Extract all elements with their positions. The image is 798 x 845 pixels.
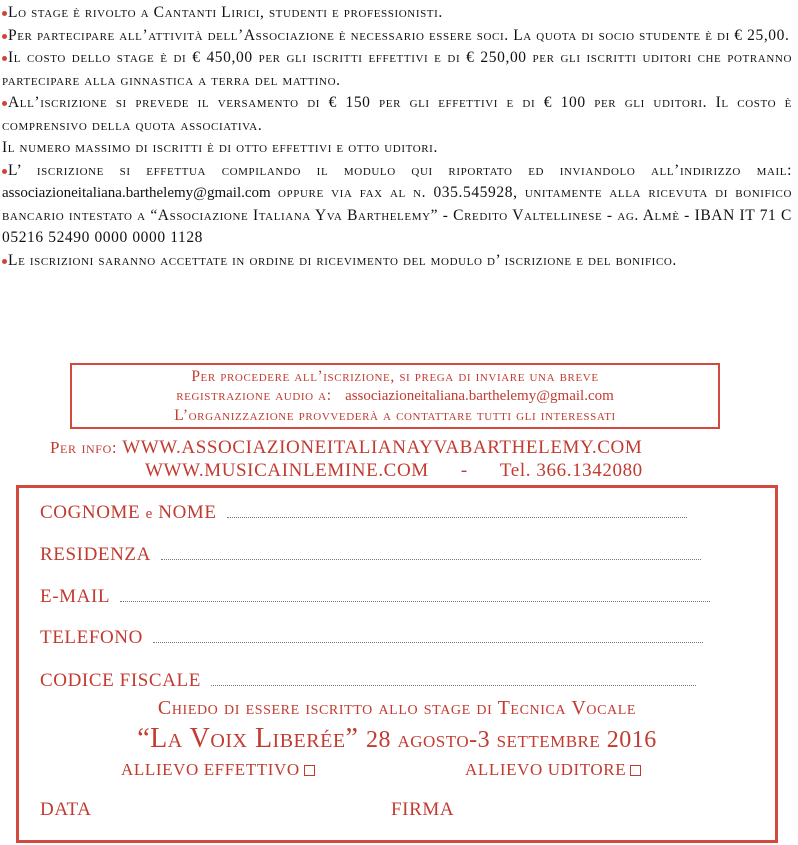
audio-box-line: Per procedere all’iscrizione, si prega di inviare una breve xyxy=(191,368,599,385)
stage-rules xyxy=(2,2,792,272)
bullet-dot-icon xyxy=(2,259,7,264)
residence-line[interactable] xyxy=(161,558,701,560)
tax-code-line[interactable] xyxy=(211,684,696,686)
stage-title: “La Voix Liberée” 28 agosto-3 settembre 2016 xyxy=(137,723,657,754)
tax-code-field[interactable]: CODICE FISCALE xyxy=(40,670,696,692)
bullet-dot-icon xyxy=(2,101,7,106)
bullet-dot-icon xyxy=(2,11,7,16)
auditor-checkbox[interactable] xyxy=(630,765,641,776)
registration-form xyxy=(16,485,778,843)
phone-field[interactable]: TELEFONO xyxy=(40,627,703,649)
bullet-dot-icon xyxy=(2,34,7,39)
audio-box-line: L’organizzazione provvederà a contattare tutti gli interessati xyxy=(174,407,616,424)
date-label: DATA xyxy=(40,799,92,820)
rule-item: Le iscrizioni saranno accettate in ordine di ricevimento del modulo d’ iscrizione e del bonifico. xyxy=(2,250,792,273)
option-auditor[interactable]: ALLIEVO UDITORE xyxy=(465,760,641,780)
audio-box-line: registrazione audio a: associazioneitaliana.barthelemy@gmail.com xyxy=(176,387,614,404)
option-effective[interactable]: ALLIEVO EFFETTIVO xyxy=(121,760,315,780)
contact-info: Per info: WWW.ASSOCIAZIONEITALIANAYVABARTHELEMY.COM WWW.MUSICAINLEMINE.COM - Tel. 366.1342080 xyxy=(50,437,643,481)
email-field[interactable]: E-MAIL xyxy=(40,586,710,608)
rule-item: Il numero massimo di iscritti è di otto effettivi e otto uditori. xyxy=(2,139,438,156)
website-link-1[interactable]: WWW.ASSOCIAZIONEITALIANAYVABARTHELEMY.COM xyxy=(122,437,643,458)
request-line: Chiedo di essere iscritto allo stage di Tecnica Vocale xyxy=(157,697,637,719)
phone-line[interactable] xyxy=(153,641,703,643)
effective-checkbox[interactable] xyxy=(304,765,315,776)
surname-name-field[interactable]: COGNOME e NOME xyxy=(40,502,687,524)
bullet-dot-icon xyxy=(2,56,7,61)
rule-item: Per partecipare all’attività dell’Associazione è necessario essere soci. La quota di socio studente è di € 25,00. xyxy=(2,25,792,48)
surname-name-line[interactable] xyxy=(227,516,687,518)
audio-email[interactable]: associazioneitaliana.barthelemy@gmail.com xyxy=(345,388,614,404)
rule-item: Lo stage è rivolto a Cantanti Lirici, studenti e professionisti. xyxy=(2,2,792,25)
email-line[interactable] xyxy=(120,600,710,602)
bullet-dot-icon xyxy=(2,169,7,174)
audio-registration-box xyxy=(70,363,720,429)
rule-item: All’iscrizione si prevede il versamento di € 150 per gli effettivi e di € 100 per gli uditori. Il costo è comprensivo della quota associativa. xyxy=(2,94,792,134)
registration-email[interactable]: associazioneitaliana.barthelemy@gmail.com xyxy=(2,185,271,201)
signature-label: FIRMA xyxy=(391,799,455,820)
phone-number: Tel. 366.1342080 xyxy=(499,460,643,481)
website-link-2[interactable]: WWW.MUSICAINLEMINE.COM xyxy=(145,460,429,481)
info-label: Per info: xyxy=(50,438,118,457)
rule-item: Il costo dello stage è di € 450,00 per gli iscritti effettivi e di € 250,00 per gli iscritti uditori che potranno partecipare alla ginnastica a terra del mattino. xyxy=(2,49,792,89)
rule-item: L’ iscrizione si effettua compilando il modulo qui riportato ed inviandolo all’indirizzo mail: associazioneitaliana.barthelemy@gmail.com oppure via fax al n. 035.545928, unitamente alla ricevuta di bonifico bancario intestato a “Associazione Italiana Yva Barthelemy” - Credito Valtellinese - ag. Almè - IBAN IT 71 C 05216 52490 0000 0000 1128 xyxy=(2,161,793,246)
residence-field[interactable]: RESIDENZA xyxy=(40,544,701,566)
stage-dates: 28 agosto-3 settembre 2016 xyxy=(365,727,657,753)
